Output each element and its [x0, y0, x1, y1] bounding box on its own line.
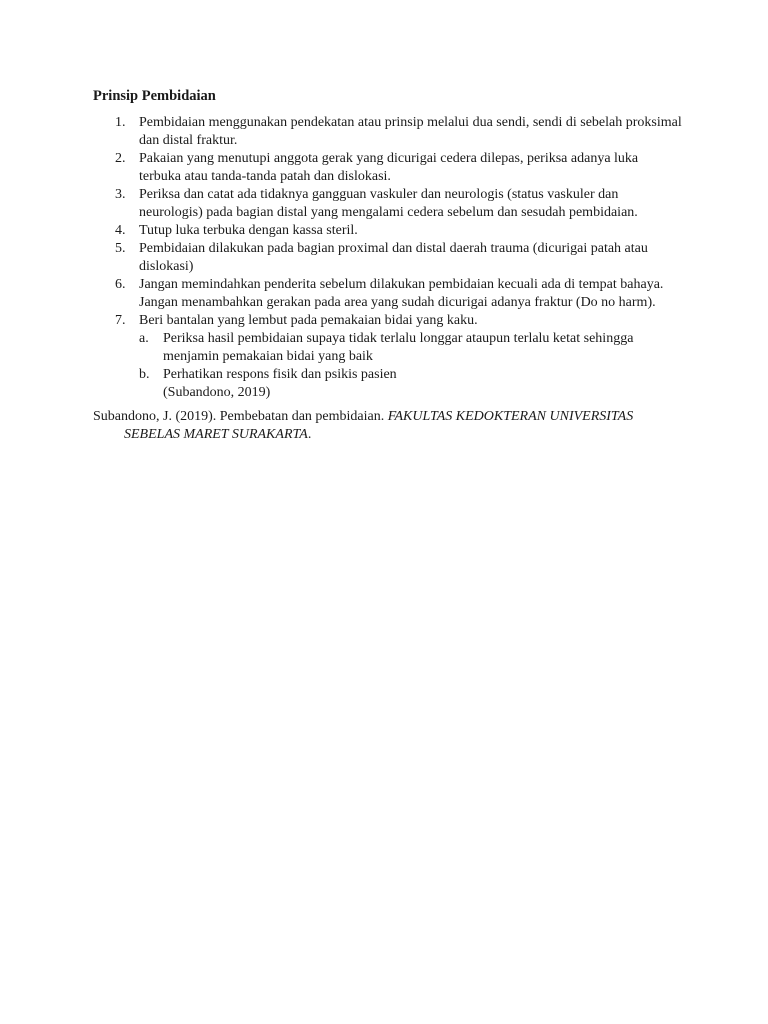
reference-institution: FAKULTAS KEDOKTERAN UNIVERSITAS SEBELAS MARET SURAKARTA	[124, 409, 634, 442]
list-item: 4. Tutup luka terbuka dengan kassa steril.	[115, 223, 358, 238]
sub-list-item: b. Perhatikan respons fisik dan psikis pasien	[139, 367, 397, 382]
list-item: 3. Periksa dan catat ada tidaknya gangguan vaskuler dan neurologis (status vaskuler dan neurologis) pada bagian distal yang mengalami cedera sebelum dan sesudah pembidaian.	[115, 187, 638, 220]
sub-list	[139, 330, 683, 384]
list-item: 7. Beri bantalan yang lembut pada pemakaian bidai yang kaku. a. Periksa hasil pembidaian supaya tidak terlalu longgar ataupun terlalu ketat sehingga menjamin pemakaian bidai yang baik b. Perhatikan respons fisik dan psikis pasien (Subandono, 2019)	[93, 312, 683, 402]
list-item: 5. Pembidaian dilakukan pada bagian proximal dan distal daerah trauma (dicurigai patah atau dislokasi)	[115, 241, 648, 274]
principles-list	[93, 114, 683, 402]
list-item: 1. Pembidaian menggunakan pendekatan atau prinsip melalui dua sendi, sendi di sebelah proksimal dan distal fraktur.	[115, 115, 682, 148]
list-item: 2. Pakaian yang menutupi anggota gerak yang dicurigai cedera dilepas, periksa adanya luka terbuka atau tanda-tanda patah dan dislokasi.	[115, 151, 639, 184]
document-body	[93, 87, 683, 444]
section-heading: Prinsip Pembidaian	[93, 88, 216, 104]
list-item: 6. Jangan memindahkan penderita sebelum dilakukan pembidaian kecuali ada di tempat bahaya. Jangan menambahkan gerakan pada area yang sudah dicurigai adanya fraktur (Do no harm).	[115, 277, 664, 310]
sub-list-item: a. Periksa hasil pembidaian supaya tidak terlalu longgar ataupun terlalu ketat sehingga menjamin pemakaian bidai yang baik	[139, 331, 634, 364]
inline-citation: (Subandono, 2019)	[163, 385, 271, 400]
reference-entry: Subandono, J. (2019). Pembebatan dan pembidaian. FAKULTAS KEDOKTERAN UNIVERSITAS SEBELAS MARET SURAKARTA.	[93, 409, 634, 442]
